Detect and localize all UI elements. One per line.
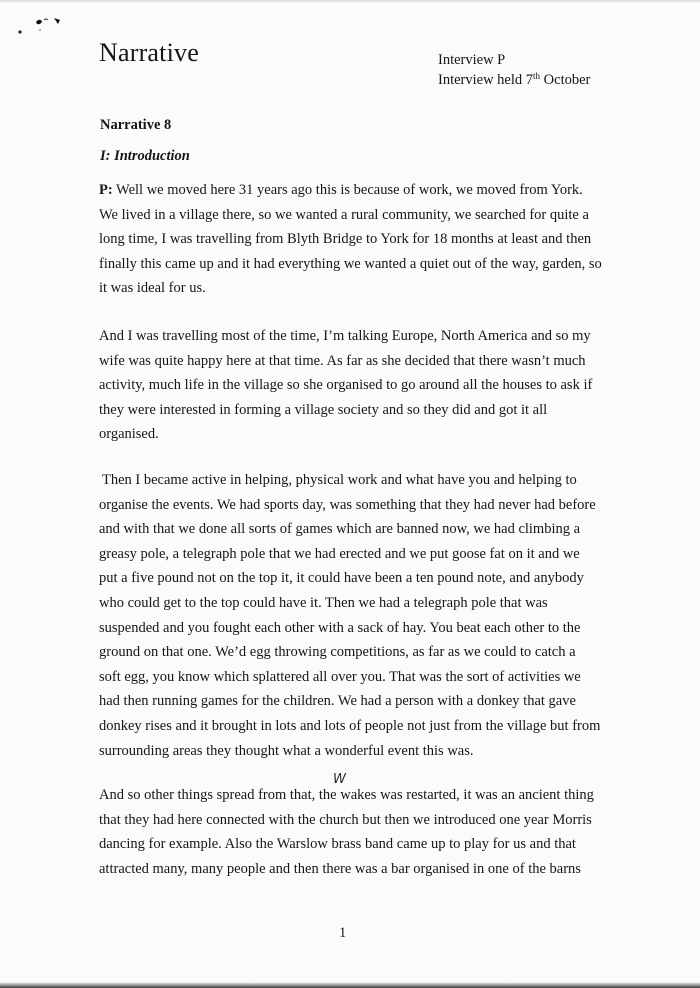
paragraph-line: And I was travelling most of the time, I’m talking Europe, North America and so my (99, 328, 591, 344)
paragraph-line: donkey rises and it brought in lots and lots of people not just from the village but from (99, 717, 601, 734)
interview-meta (438, 50, 590, 90)
paragraph-line: ground on that one. We’d egg throwing competitions, as far as we could to catch a (99, 644, 576, 661)
paragraph-line: greasy pole, a telegraph pole that we had erected and we put goose fat on it and we (99, 545, 580, 562)
paragraph-line: dancing for example. Also the Warslow brass band came up to play for us and that (99, 836, 576, 853)
narrative-heading: Narrative 8 (100, 117, 172, 133)
handwritten-mark: W (333, 772, 346, 787)
paragraph-line: put a five pound not on the top it, it could have been a ten pound note, and anybody (99, 570, 584, 587)
paragraph-line: who could get to the top could have it. Then we had a telegraph pole that was (99, 594, 548, 611)
paragraph-2 (99, 324, 599, 447)
paragraph-line: finally this came up and it had everything we wanted a quiet out of the way, garden, so (99, 255, 602, 272)
paragraph-line: activity, much life in the village so she organised to go around all the houses to ask if (99, 377, 593, 394)
interview-date (438, 70, 590, 90)
section-heading: I: Introduction (100, 148, 190, 164)
interview-date-ordinal: th (533, 71, 541, 81)
paragraph-line: they were interested in forming a village society and so they did and got it all (99, 401, 548, 418)
paragraph-1 (99, 178, 602, 301)
paragraph-line: surrounding areas they thought what a wonderful event this was. (99, 742, 474, 759)
paragraph-line: wife was quite happy here at that time. As far as she decided that there wasn’t much (99, 352, 586, 369)
paragraph-line: it was ideal for us. (99, 280, 206, 297)
paragraph-line: attracted many, many people and then there was a bar organised in one of the barns (99, 860, 581, 877)
paragraph-4 (99, 783, 599, 881)
interview-label: Interview P (438, 52, 506, 68)
paragraph-line: organise the events. We had sports day, was something that they had never had before (99, 496, 596, 513)
scan-edge-bottom (0, 982, 700, 988)
page-number: 1 (339, 925, 347, 941)
interview-date-prefix: Interview held 7 (438, 72, 534, 88)
paragraph-line: soft egg, you know which splattered all over you. That was the sort of activities we (99, 668, 581, 685)
paragraph-line: and with that we done all sorts of games which are banned now, we had climbing a (99, 521, 581, 538)
paragraph-line: organised. (99, 426, 159, 443)
paragraph-line: suspended and you fought each other with a sack of hay. You beat each other to the (99, 619, 581, 636)
paragraph-line: And so other things spread from that, the wakes was restarted, it was an ancient thing (99, 787, 594, 803)
paragraph-line: We lived in a village there, so we wanted a rural community, we searched for quite a (99, 206, 589, 223)
paragraph-line: had then running games for the children. We had a person with a donkey that gave (99, 693, 576, 710)
paragraph-line: P: Well we moved here 31 years ago this is because of work, we moved from York. (99, 182, 583, 198)
speaker-label: P: (99, 182, 113, 198)
paragraph-line: that they had here connected with the church but then we introduced one year Morris (99, 811, 592, 828)
document-title: Narrative (99, 38, 199, 67)
interview-date-suffix: October (540, 72, 591, 88)
paragraph-3 (99, 468, 602, 763)
scan-artifact-icon (14, 10, 74, 40)
scan-edge-top (0, 0, 700, 3)
paragraph-line: Then I became active in helping, physical work and what have you and helping to (102, 472, 577, 488)
paragraph-line: long time, I was travelling from Blyth Bridge to York for 18 months at least and then (99, 231, 592, 248)
